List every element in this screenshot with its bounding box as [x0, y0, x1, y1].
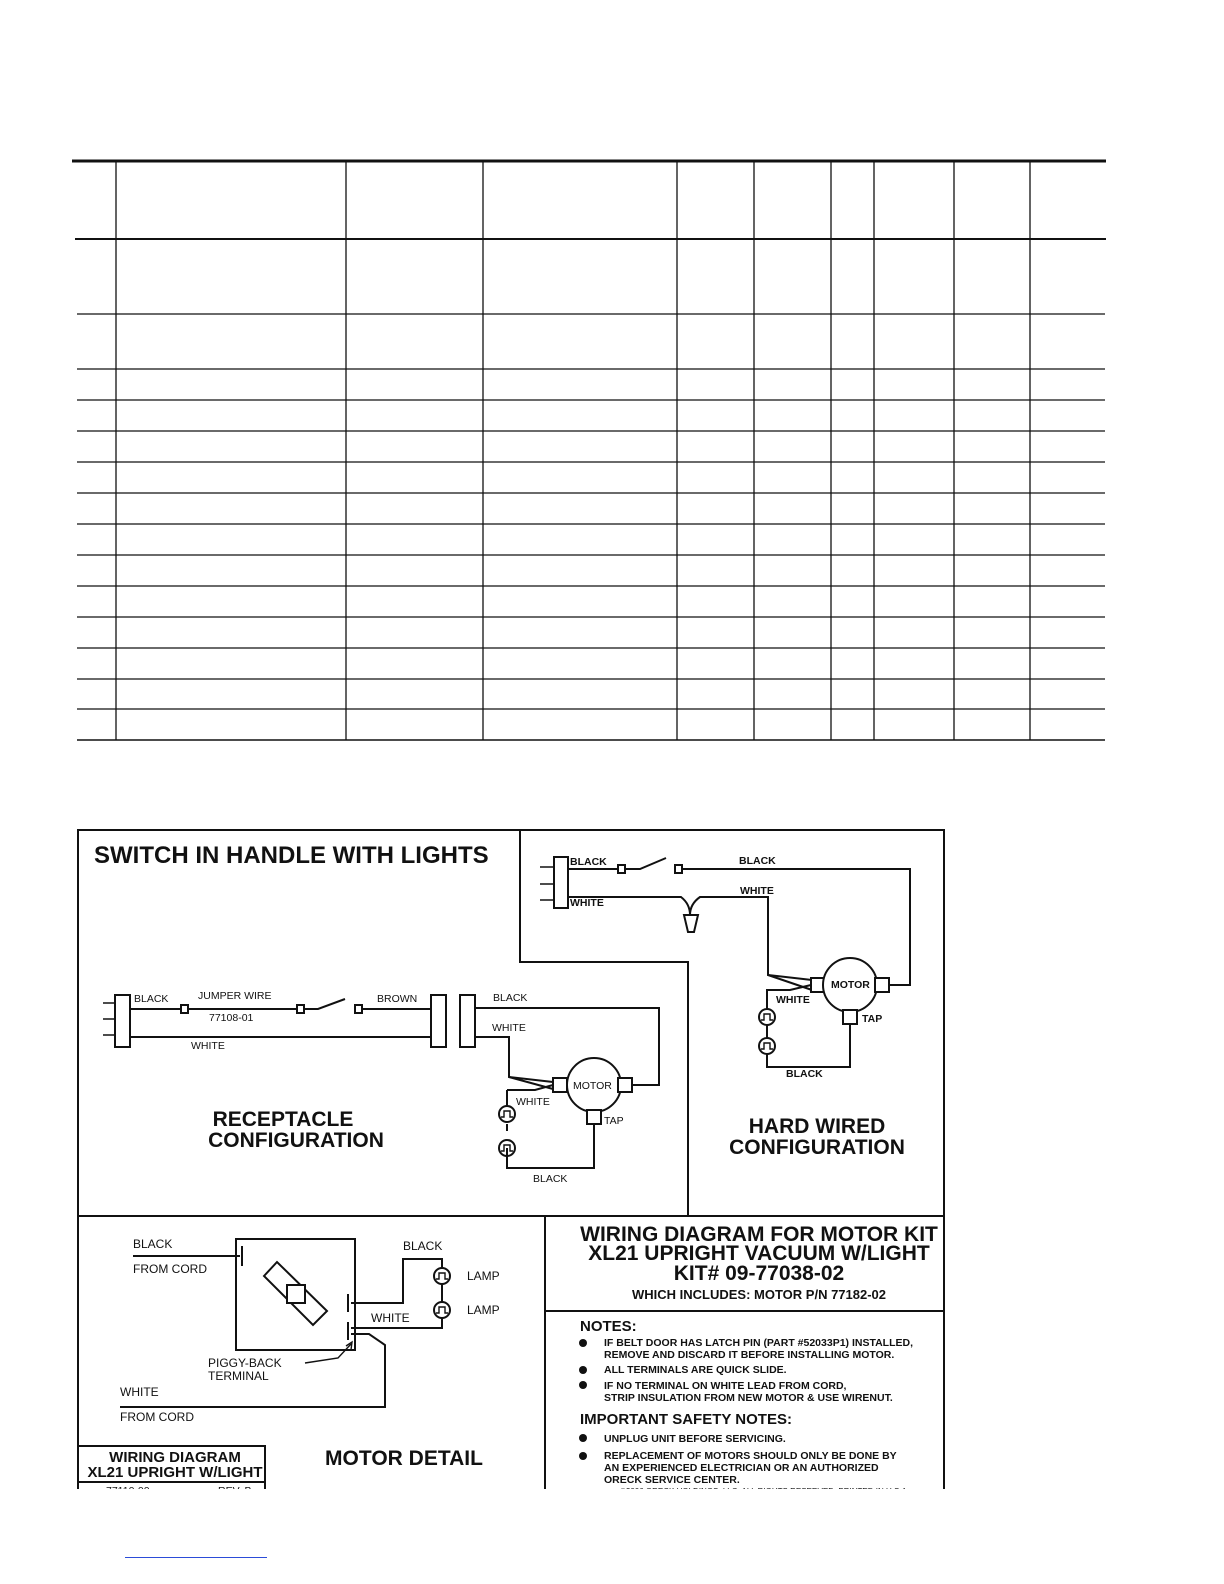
- svg-text:WIRING DIAGRAM: WIRING DIAGRAM: [109, 1449, 241, 1466]
- notes-header: NOTES:: [580, 1318, 637, 1335]
- lamp-icon: [759, 1009, 775, 1025]
- svg-text:FROM CORD: FROM CORD: [120, 1410, 194, 1424]
- svg-text:ORECK SERVICE CENTER.: ORECK SERVICE CENTER.: [604, 1474, 740, 1486]
- bullet-icon: [579, 1452, 587, 1460]
- svg-text:WHITE: WHITE: [570, 897, 604, 909]
- svg-text:TERMINAL: TERMINAL: [208, 1369, 269, 1383]
- svg-text:BLACK: BLACK: [739, 855, 776, 867]
- svg-text:PIGGY-BACK: PIGGY-BACK: [208, 1356, 282, 1370]
- svg-text:CONFIGURATION: CONFIGURATION: [729, 1136, 905, 1159]
- bullet-icon: [579, 1434, 587, 1442]
- svg-text:WHITE: WHITE: [492, 1022, 526, 1034]
- bullet-icon: [579, 1366, 587, 1374]
- kit-info-box: [579, 1223, 938, 1496]
- receptacle-connector-right: [460, 995, 475, 1047]
- svg-text:TAP: TAP: [604, 1115, 624, 1127]
- receptacle-configuration: [103, 990, 659, 1185]
- footer-link-underline[interactable]: [125, 1557, 267, 1558]
- svg-text:WHITE: WHITE: [516, 1096, 550, 1108]
- svg-text:BROWN: BROWN: [377, 993, 418, 1005]
- svg-text:LAMP: LAMP: [467, 1303, 500, 1317]
- motor-detail: [79, 1237, 500, 1498]
- plug-connector: [554, 857, 568, 908]
- svg-text:MOTOR: MOTOR: [573, 1080, 612, 1092]
- svg-text:LAMP: LAMP: [467, 1269, 500, 1283]
- svg-text:BLACK: BLACK: [533, 1173, 568, 1185]
- lamp-icon: [499, 1106, 515, 1122]
- diagram-title: SWITCH IN HANDLE WITH LIGHTS: [94, 842, 489, 869]
- lamp-icon: [434, 1268, 450, 1284]
- svg-text:FROM CORD: FROM CORD: [133, 1262, 207, 1276]
- svg-text:WIRING DIAGRAM FOR MOTOR KIT: WIRING DIAGRAM FOR MOTOR KIT: [580, 1223, 938, 1246]
- svg-text:AN EXPERIENCED ELECTRICIAN OR: AN EXPERIENCED ELECTRICIAN OR AN AUTHORIZED: [604, 1462, 879, 1474]
- svg-text:BLACK: BLACK: [570, 856, 607, 868]
- lamp-icon: [759, 1038, 775, 1054]
- svg-text:BLACK: BLACK: [134, 993, 169, 1005]
- svg-text:RECEPTACLE: RECEPTACLE: [212, 1108, 354, 1131]
- safety-header: IMPORTANT SAFETY NOTES:: [580, 1411, 792, 1428]
- svg-text:MOTOR: MOTOR: [831, 979, 870, 991]
- bullet-icon: [579, 1339, 587, 1347]
- svg-text:IF NO TERMINAL ON WHITE LEAD F: IF NO TERMINAL ON WHITE LEAD FROM CORD,: [604, 1380, 847, 1392]
- svg-text:WHITE: WHITE: [120, 1385, 159, 1399]
- svg-text:MOTOR DETAIL: MOTOR DETAIL: [325, 1447, 483, 1470]
- svg-text:TAP: TAP: [862, 1013, 883, 1025]
- svg-text:WHITE: WHITE: [191, 1040, 225, 1052]
- svg-text:IF BELT DOOR HAS LATCH PIN (PA: IF BELT DOOR HAS LATCH PIN (PART #52033P1) INSTALLED,: [604, 1337, 914, 1349]
- receptacle-connector-left: [431, 995, 446, 1047]
- svg-text:WHICH INCLUDES: MOTOR P/N 7718: WHICH INCLUDES: MOTOR P/N 77182-02: [631, 1287, 887, 1302]
- lamp-icon: [434, 1302, 450, 1318]
- svg-text:BLACK: BLACK: [493, 992, 528, 1004]
- svg-text:WHITE: WHITE: [371, 1311, 410, 1325]
- svg-text:BLACK: BLACK: [133, 1237, 173, 1251]
- svg-text:HARD WIRED: HARD WIRED: [748, 1115, 886, 1138]
- svg-text:WHITE: WHITE: [776, 994, 810, 1006]
- bullet-icon: [579, 1381, 587, 1389]
- svg-text:REPLACEMENT OF MOTORS SHOULD O: REPLACEMENT OF MOTORS SHOULD ONLY BE DONE BY: [604, 1450, 897, 1462]
- svg-text:BLACK: BLACK: [403, 1239, 443, 1253]
- svg-text:UNPLUG UNIT BEFORE SERVICING.: UNPLUG UNIT BEFORE SERVICING.: [604, 1433, 786, 1445]
- svg-text:ALL TERMINALS ARE QUICK SLIDE.: ALL TERMINALS ARE QUICK SLIDE.: [604, 1364, 787, 1376]
- svg-text:STRIP INSULATION FROM NEW MOTO: STRIP INSULATION FROM NEW MOTOR & USE WIRENUT.: [604, 1392, 893, 1404]
- svg-text:77108-01: 77108-01: [209, 1012, 254, 1024]
- svg-text:BLACK: BLACK: [786, 1068, 823, 1080]
- svg-text:XL21 UPRIGHT VACUUM W/LIGHT: XL21 UPRIGHT VACUUM W/LIGHT: [588, 1242, 930, 1265]
- svg-text:REMOVE AND DISCARD IT BEFORE I: REMOVE AND DISCARD IT BEFORE INSTALLING MOTOR.: [604, 1349, 895, 1361]
- svg-text:XL21 UPRIGHT W/LIGHT: XL21 UPRIGHT W/LIGHT: [87, 1464, 263, 1481]
- plug-connector: [115, 995, 130, 1047]
- svg-text:JUMPER WIRE: JUMPER WIRE: [198, 990, 272, 1002]
- svg-text:WHITE: WHITE: [740, 885, 774, 897]
- svg-text:CONFIGURATION: CONFIGURATION: [208, 1129, 384, 1152]
- svg-text:KIT# 09-77038-02: KIT# 09-77038-02: [673, 1262, 845, 1285]
